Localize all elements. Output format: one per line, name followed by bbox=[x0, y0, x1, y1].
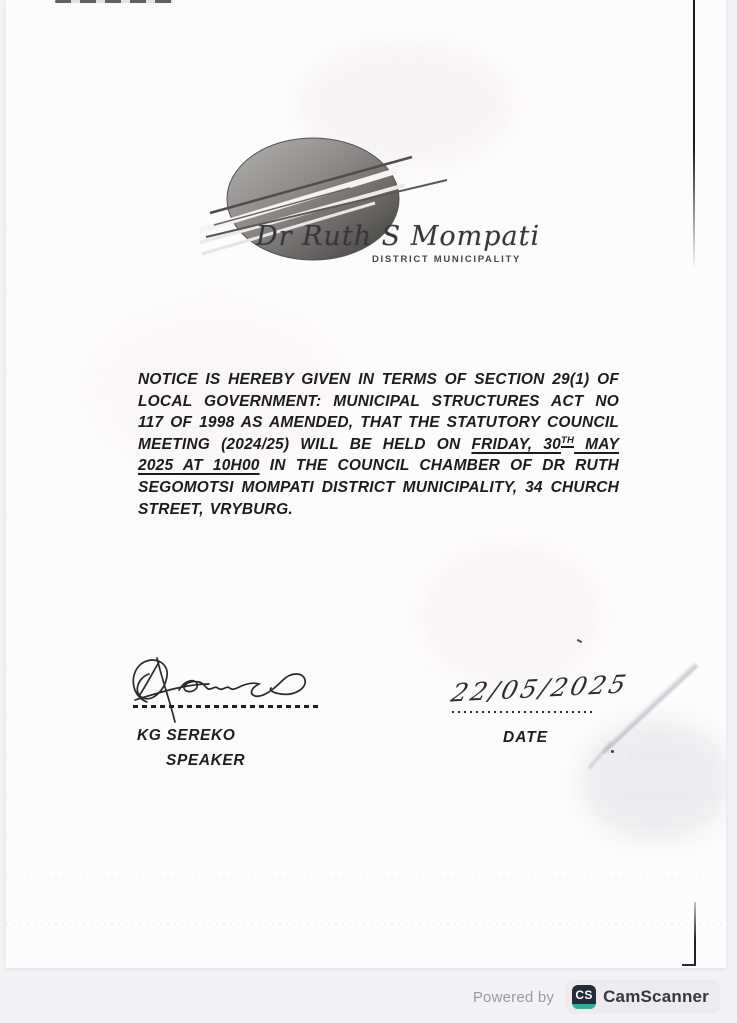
paper-crease-shadow bbox=[581, 720, 726, 840]
scan-smudge-artifact bbox=[55, 0, 173, 3]
camscanner-brand-text: CamScanner bbox=[603, 987, 709, 1006]
ink-speck bbox=[577, 639, 582, 643]
ink-speck bbox=[611, 750, 614, 753]
notice-text: NOTICE IS HEREBY GIVEN IN TERMS OF SECTION 29(1) OF LOCAL GOVERNMENT: MUNICIPAL STRUCTURES ACT NO 117 OF 1998 AS AMENDED, THAT THE STATUTORY COUNCIL MEETING (2024/25) WILL BE HELD ON bbox=[138, 371, 619, 453]
faint-ruled-line bbox=[6, 923, 726, 924]
faint-ruled-line bbox=[6, 713, 726, 714]
signature-scribble bbox=[123, 650, 338, 726]
camscanner-icon-accent-strip bbox=[572, 1004, 596, 1009]
logo-globe-graphic bbox=[200, 133, 530, 273]
camscanner-icon bbox=[572, 985, 596, 1009]
camscanner-icon-letters: CS bbox=[572, 985, 596, 1004]
notice-text: IN THE COUNCIL CHAMBER OF DR RUTH SEGOMOTSI MOMPATI DISTRICT MUNICIPALITY, 34 CHURCH STREET, VRYBURG. bbox=[138, 457, 620, 518]
scan-edge-line bbox=[682, 964, 696, 966]
faint-ruled-line bbox=[6, 289, 726, 290]
paper-stain bbox=[416, 540, 606, 690]
date-dotted-line bbox=[452, 711, 594, 713]
notice-ordinal-superscript: TH bbox=[560, 434, 575, 446]
scan-edge-line bbox=[694, 902, 696, 966]
municipality-logo bbox=[200, 133, 541, 273]
signatory-name: KG SEREKO bbox=[137, 727, 236, 744]
notice-underlined-text: FRIDAY, 30 bbox=[471, 435, 561, 453]
powered-by-text: Powered by bbox=[472, 988, 555, 1006]
faint-ruled-line bbox=[6, 668, 726, 669]
camscanner-footer bbox=[473, 978, 720, 1016]
faint-ruled-line bbox=[6, 836, 726, 837]
scan-edge-line bbox=[693, 0, 695, 270]
signature-dashed-line bbox=[133, 705, 319, 708]
signatory-title: SPEAKER bbox=[166, 752, 246, 769]
date-label: DATE bbox=[503, 729, 549, 746]
camscanner-badge[interactable] bbox=[566, 980, 720, 1014]
scanned-document-page bbox=[6, 0, 726, 968]
notice-paragraph bbox=[138, 369, 619, 520]
logo-subtitle-text: DISTRICT MUNICIPALITY bbox=[372, 254, 521, 265]
logo-name-text: Dr Ruth S Mompati bbox=[256, 221, 541, 252]
handwritten-date: 22/05/2025 bbox=[448, 669, 632, 708]
faint-ruled-line bbox=[6, 878, 726, 879]
notice-underlined-text: MAY 2025 AT 10H00 bbox=[138, 435, 620, 475]
